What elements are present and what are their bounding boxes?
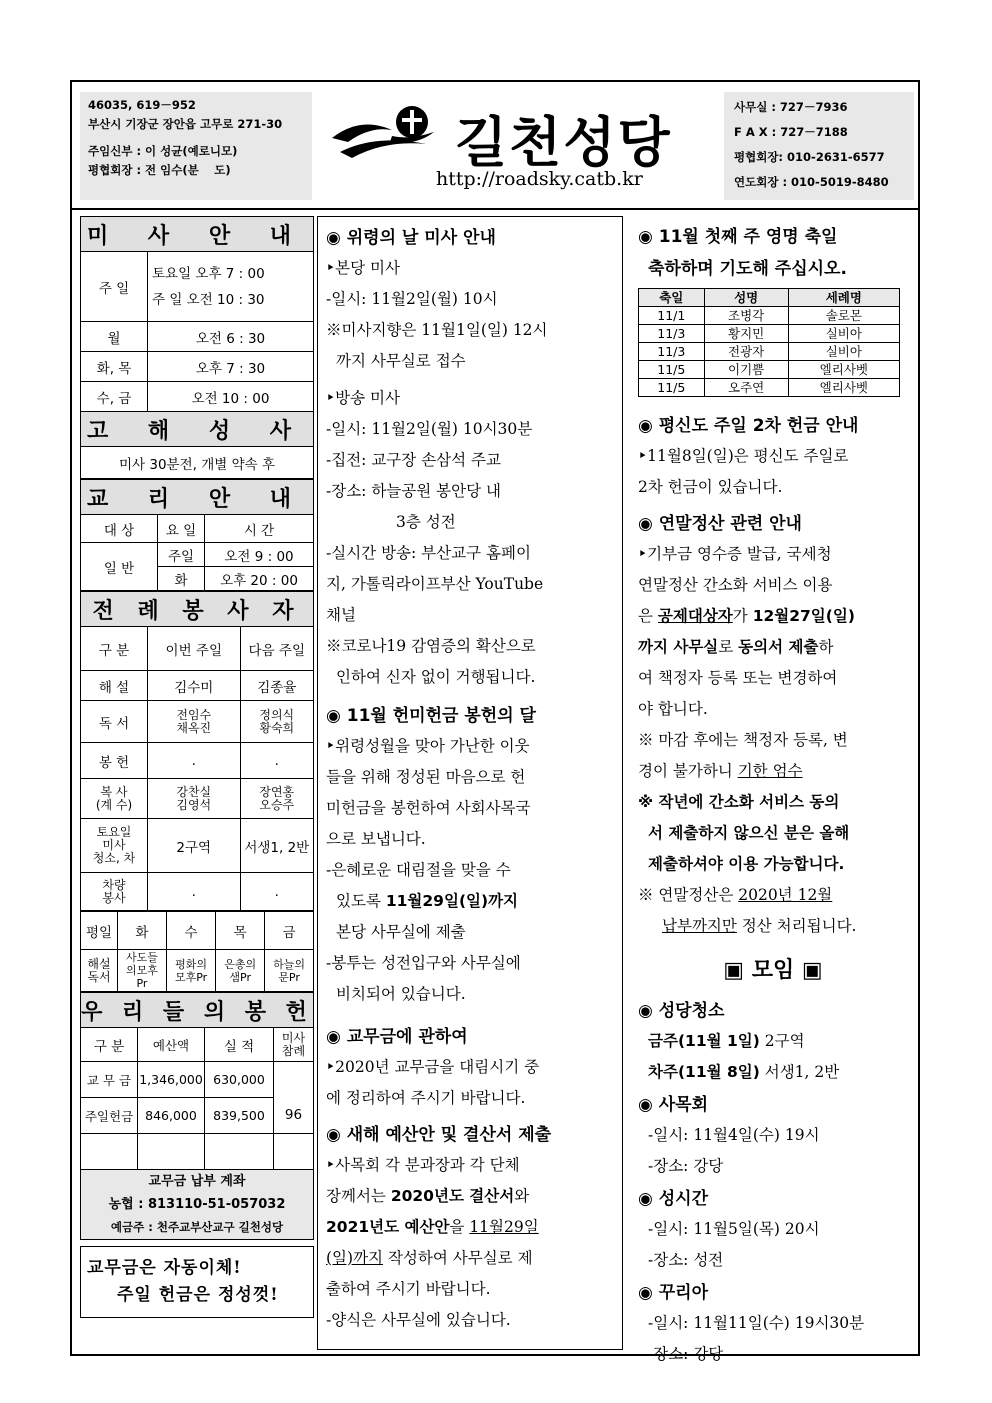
cleaning-this: 2구역	[148, 819, 241, 873]
paragraph: -장소: 하늘공원 봉안당 내	[326, 482, 501, 500]
curia-heading: ◉ 꾸리아	[638, 1283, 709, 1303]
col-feast: 축일	[639, 289, 705, 307]
this-week: 금주(11월 1일)	[648, 1032, 760, 1050]
col-day: 요 일	[158, 515, 205, 543]
acolyte-label: 복 사	[100, 784, 128, 799]
weekday-reader: 은총의	[224, 957, 257, 971]
offering-row-label: 주일헌금	[81, 1098, 138, 1134]
paragraph: 인하여 신자 없이 거행됩니다.	[336, 668, 536, 686]
col-attendance: 참례	[281, 1043, 306, 1058]
paragraph: 경이 불가하니	[638, 762, 738, 780]
offering-actual: 839,500	[205, 1098, 274, 1134]
paragraph: 출하여 주시기 바랍니다.	[326, 1280, 491, 1298]
person-name: 오주연	[704, 379, 788, 397]
col-actual: 실 적	[205, 1028, 274, 1062]
cleaning-label: 미사	[102, 838, 126, 852]
paragraph: 비치되어 있습니다.	[336, 985, 466, 1003]
acolyte-this: 김영석	[176, 797, 212, 812]
paragraph: ‣방송 미사	[326, 389, 400, 407]
left-column	[80, 216, 314, 1340]
paragraph: 미헌금을 봉헌하여 사회사목국	[326, 799, 531, 817]
offering-row-label: 교 무 금	[81, 1062, 138, 1098]
paragraph: -장소: 강당	[648, 1157, 724, 1175]
paragraph: 제출하셔야 이용 가능합니다.	[648, 855, 845, 873]
paragraph: 와	[514, 1187, 530, 1205]
deadline-note: 기한 엄수	[737, 762, 803, 780]
paragraph: -은혜로운 대림절을 맞을 수	[326, 861, 511, 879]
cleaning-label: 토요일	[96, 825, 132, 839]
paragraph: 작성하여 사무실로 제	[383, 1249, 533, 1267]
commentary-this: 김수미	[148, 671, 241, 701]
parking-label: 봉사	[102, 890, 126, 905]
offering-actual: 630,000	[205, 1062, 274, 1098]
feast-date: 11/3	[639, 343, 705, 361]
council-heading: ◉ 사목회	[638, 1095, 709, 1115]
table-row	[639, 343, 900, 361]
paragraph: 으로 보냅니다.	[326, 830, 426, 848]
baptism-name: 엘리사벳	[788, 379, 899, 397]
reader-next: 정의식	[259, 707, 295, 722]
paragraph: ※ 연말정산은	[638, 886, 739, 904]
settlement-doc: 2020년도 결산서	[390, 1187, 515, 1205]
col-time: 시 간	[205, 515, 314, 543]
cleaning-next: 서생1, 2반	[240, 819, 313, 873]
mass-day: 수, 금	[81, 382, 148, 412]
feast-date: 11/5	[639, 379, 705, 397]
weekday-reader: 문Pr	[278, 970, 300, 984]
paragraph: 서 제출하지 않으신 분은 올해	[648, 824, 850, 842]
paragraph: 연말정산 간소화 서비스 이용	[638, 576, 833, 594]
paragraph: 정산 처리됩니다.	[736, 917, 857, 935]
deadline: 납부까지만	[662, 917, 737, 935]
rice-offering-heading: ◉ 11월 헌미헌금 봉헌의 달	[326, 706, 536, 726]
deadline: 11월29일(일)까지	[385, 892, 519, 910]
auto-transfer-box	[80, 1246, 314, 1318]
paragraph: 본당 사무실에 제출	[336, 923, 466, 941]
paragraph: 하	[818, 638, 834, 656]
address-box	[80, 92, 312, 200]
paragraph: 을	[449, 1218, 470, 1236]
col-name: 성명	[704, 289, 788, 307]
cleaning-heading: ◉ 성당청소	[638, 1001, 725, 1021]
mass-time: 오전 10 : 00	[148, 382, 314, 412]
paragraph: -장소: 성전	[648, 1251, 724, 1269]
servers-heading: 전 례 봉 사 자	[81, 592, 314, 627]
commentary-label: 해 설	[81, 671, 148, 701]
paragraph: ‣사목회 각 분과장과 각 단체	[326, 1156, 520, 1174]
paragraph: ※미사지향은 11월1일(일) 12시	[326, 321, 548, 339]
feast-date: 11/3	[639, 325, 705, 343]
reader-next: 황숙희	[259, 720, 295, 735]
weekday-reader-label: 독서	[87, 969, 111, 984]
paragraph: ※ 마감 후에는 책정자 등록, 변	[638, 731, 848, 749]
doctrine-day: 주일	[158, 543, 205, 567]
paragraph: 여 책정자 등록 또는 변경하여	[638, 669, 838, 687]
col-target: 대 상	[81, 515, 158, 543]
col-baptism-name: 세례명	[788, 289, 899, 307]
doctrine-day: 화	[158, 567, 205, 591]
feast-date: 11/1	[639, 307, 705, 325]
offering-this: .	[148, 743, 241, 779]
mass-table	[80, 216, 314, 479]
col-this-week: 이번 주일	[148, 627, 241, 671]
paragraph: ‣11월8일(일)은 평신도 주일로	[638, 447, 849, 465]
weekday-reader: 모후Pr	[174, 970, 208, 984]
weekday-table	[80, 911, 314, 992]
baptism-name: 실비아	[788, 343, 899, 361]
acolyte-label: (계 수)	[95, 797, 133, 812]
paragraph: -실시간 방송: 부산교구 홈페이	[326, 544, 531, 562]
table-row	[639, 361, 900, 379]
paragraph: ※코로나19 감염증의 확산으로	[326, 637, 536, 655]
paragraph: 2차 헌금이 있습니다.	[638, 478, 783, 496]
table-row	[639, 307, 900, 325]
paragraph: -양식은 사무실에 있습니다.	[326, 1311, 511, 1329]
sunday-label: 주 일	[81, 252, 148, 322]
confession-text: 미사 30분전, 개별 약속 후	[81, 447, 314, 479]
baptism-name: 솔로몬	[788, 307, 899, 325]
mass-time: 오전 6 : 30	[148, 322, 314, 352]
paragraph: ‣기부금 영수증 발급, 국세청	[638, 545, 832, 563]
paragraph: 까지 사무실로 접수	[336, 352, 466, 370]
acolyte-next: 오승주	[259, 797, 295, 812]
middle-column	[317, 216, 623, 1350]
parking-label: 차량	[102, 877, 126, 892]
postal-code: 46035, 619－952	[88, 98, 196, 112]
all-souls-heading: ◉ 위령의 날 미사 안내	[326, 228, 496, 248]
weekday-reader: Pr	[136, 977, 148, 990]
parish-title: 길천성당	[455, 111, 672, 174]
weekday-reader: 사도들	[125, 951, 158, 964]
person-name: 전광자	[704, 343, 788, 361]
acolyte-this: 강찬실	[176, 784, 212, 799]
mass-time: 오후 7 : 30	[148, 352, 314, 382]
paragraph: -일시: 11월11일(수) 19시30분	[648, 1314, 865, 1332]
auto-transfer-text: 교무금은 자동이체!	[87, 1258, 242, 1278]
paragraph: 있도록	[336, 892, 386, 910]
person-name: 황지민	[704, 325, 788, 343]
doctrine-time: 오전 9 : 00	[205, 543, 314, 567]
church-logo-icon	[330, 96, 440, 166]
parking-this: .	[148, 873, 241, 911]
col-budget: 예산액	[138, 1028, 205, 1062]
weekday-day: 수	[166, 912, 215, 950]
paragraph: 2구역	[759, 1032, 805, 1050]
paragraph: -일시: 11월2일(월) 10시30분	[326, 420, 533, 438]
offering-heading: 우 리 들 의 봉 헌	[81, 993, 314, 1028]
fax: F A X : 727－7188	[734, 125, 848, 139]
paragraph: 서생1, 2반	[759, 1063, 840, 1081]
reader-label: 독 서	[81, 701, 148, 743]
paragraph: 로	[718, 638, 739, 656]
deadline: 11월29일	[469, 1218, 539, 1236]
mass-day: 화, 목	[81, 352, 148, 382]
consent-form: 동의서 제출	[738, 638, 819, 656]
contact-box	[724, 92, 914, 200]
offering-next: .	[240, 743, 313, 779]
baptism-name: 엘리사벳	[788, 361, 899, 379]
person-name: 조병각	[704, 307, 788, 325]
meetings-heading: ▣ 모임 ▣	[723, 958, 823, 983]
paragraph: 장께서는	[326, 1187, 391, 1205]
reader-this: 채옥진	[176, 720, 212, 735]
budget-heading: ◉ 새해 예산안 및 결산서 제출	[326, 1125, 552, 1145]
paragraph: -일시: 11월5일(목) 20시	[648, 1220, 820, 1238]
deadline: 2020년 12월	[738, 886, 833, 904]
office-phone: 사무실 : 727－7936	[734, 100, 848, 114]
confession-heading: 고 해 성 사	[81, 412, 314, 447]
weekday-reader: 샘Pr	[229, 970, 251, 984]
office: 까지 사무실	[638, 638, 719, 656]
weekday-label: 평일	[81, 912, 118, 950]
paragraph: 채널	[326, 606, 356, 624]
feast-subheading: 축하하며 기도해 주십시오.	[648, 259, 847, 279]
paragraph: 가	[732, 607, 753, 625]
holy-hour-heading: ◉ 성시간	[638, 1189, 709, 1209]
paragraph: -집전: 교구장 손삼석 주교	[326, 451, 501, 469]
paragraph: -장소: 강당	[648, 1345, 724, 1363]
doctrine-table	[80, 479, 314, 591]
paragraph: -일시: 11월2일(월) 10시	[326, 290, 498, 308]
weekday-reader: 평화의	[175, 957, 207, 971]
cleaning-label: 청소, 차	[92, 851, 136, 865]
paragraph: ‣본당 미사	[326, 259, 400, 277]
council-phone: 평협회장: 010-2631-6577	[734, 150, 885, 164]
paragraph: 은	[638, 607, 658, 625]
deadline: (일)까지	[326, 1249, 384, 1267]
weekday-reader-label: 해설	[87, 956, 111, 971]
weekday-reader: 하늘의	[273, 957, 305, 971]
col-kind: 구 분	[81, 1028, 138, 1062]
sunday-sat-mass: 토요일 오후 7 : 00	[152, 265, 265, 282]
reader-this: 전임수	[176, 707, 212, 722]
col-next-week: 다음 주일	[240, 627, 313, 671]
laity-sunday-heading: ◉ 평신도 주일 2차 헌금 안내	[638, 416, 859, 436]
account-holder: 예금주 : 천주교부산교구 길천성당	[110, 1220, 284, 1234]
feast-heading: ◉ 11월 첫째 주 영명 축일	[638, 227, 838, 247]
table-row	[639, 325, 900, 343]
eligible-person: 공제대상자	[657, 607, 733, 625]
weekday-day: 금	[265, 912, 314, 950]
paragraph: ※ 작년에 간소화 서비스 동의	[638, 793, 840, 811]
weekday-day: 목	[216, 912, 265, 950]
paragraph: 3층 성전	[396, 513, 456, 531]
budget-doc: 2021년도 예산안	[326, 1218, 450, 1236]
doctrine-heading: 교 리 안 내	[81, 480, 314, 515]
paragraph: 야 합니다.	[638, 700, 708, 718]
sunday-offering-text: 주일 헌금은 정성껏!	[117, 1285, 279, 1305]
offering-label: 봉 헌	[81, 743, 148, 779]
weekday-reader: 의모후	[125, 964, 158, 977]
parking-next: .	[240, 873, 313, 911]
doctrine-time: 오후 20 : 00	[205, 567, 314, 591]
right-column	[632, 216, 914, 1363]
commentary-next: 김종율	[240, 671, 313, 701]
doctrine-group: 일 반	[81, 543, 158, 591]
mass-day: 월	[81, 322, 148, 352]
sunday-sun-mass: 주 일 오전 10 : 30	[152, 291, 265, 308]
council-president: 평협회장 : 전 임수(분 도)	[88, 163, 231, 177]
federation-phone: 연도회장 : 010-5019-8480	[734, 175, 889, 189]
header-divider	[70, 208, 920, 210]
pastor: 주임신부 : 이 성균(예로니모)	[88, 144, 238, 158]
paragraph: ‣2020년 교무금을 대림시기 중	[326, 1058, 540, 1076]
offering-table	[80, 992, 314, 1170]
baptism-name: 실비아	[788, 325, 899, 343]
attendance-count: 96	[274, 1062, 314, 1134]
offering-budget: 1,346,000	[138, 1062, 205, 1098]
address: 부산시 기장군 장안읍 고무로 271-30	[88, 117, 283, 131]
person-name: 이기쁨	[704, 361, 788, 379]
account-title: 교무금 납부 계좌	[148, 1174, 246, 1189]
servers-table	[80, 591, 314, 911]
deadline: 12월27일(일)	[752, 607, 855, 625]
acolyte-next: 장연홍	[259, 784, 295, 799]
paragraph: 들을 위해 정성된 마음으로 헌	[326, 768, 526, 786]
paragraph: -봉투는 성전입구와 사무실에	[326, 954, 521, 972]
paragraph: 지, 가톨릭라이프부산 YouTube	[326, 575, 544, 593]
next-week: 차주(11월 8일)	[648, 1063, 760, 1081]
feast-table	[638, 288, 900, 397]
paragraph: ‣위령성월을 맞아 가난한 이웃	[326, 737, 530, 755]
mass-heading: 미 사 안 내	[81, 217, 314, 252]
account-number: 농협 : 813110-51-057032	[108, 1197, 286, 1212]
paragraph: 에 정리하여 주시기 바랍니다.	[326, 1089, 526, 1107]
col-kind: 구 분	[81, 627, 148, 671]
col-attendance: 미사	[281, 1030, 306, 1045]
feast-date: 11/5	[639, 361, 705, 379]
paragraph: -일시: 11월4일(수) 19시	[648, 1126, 820, 1144]
tax-heading: ◉ 연말정산 관련 안내	[638, 514, 802, 534]
weekday-day: 화	[118, 912, 167, 950]
parish-url[interactable]: http://roadsky.catb.kr	[436, 168, 643, 190]
account-box	[80, 1170, 314, 1240]
dues-heading: ◉ 교무금에 관하여	[326, 1027, 468, 1047]
offering-budget: 846,000	[138, 1098, 205, 1134]
table-row	[639, 379, 900, 397]
